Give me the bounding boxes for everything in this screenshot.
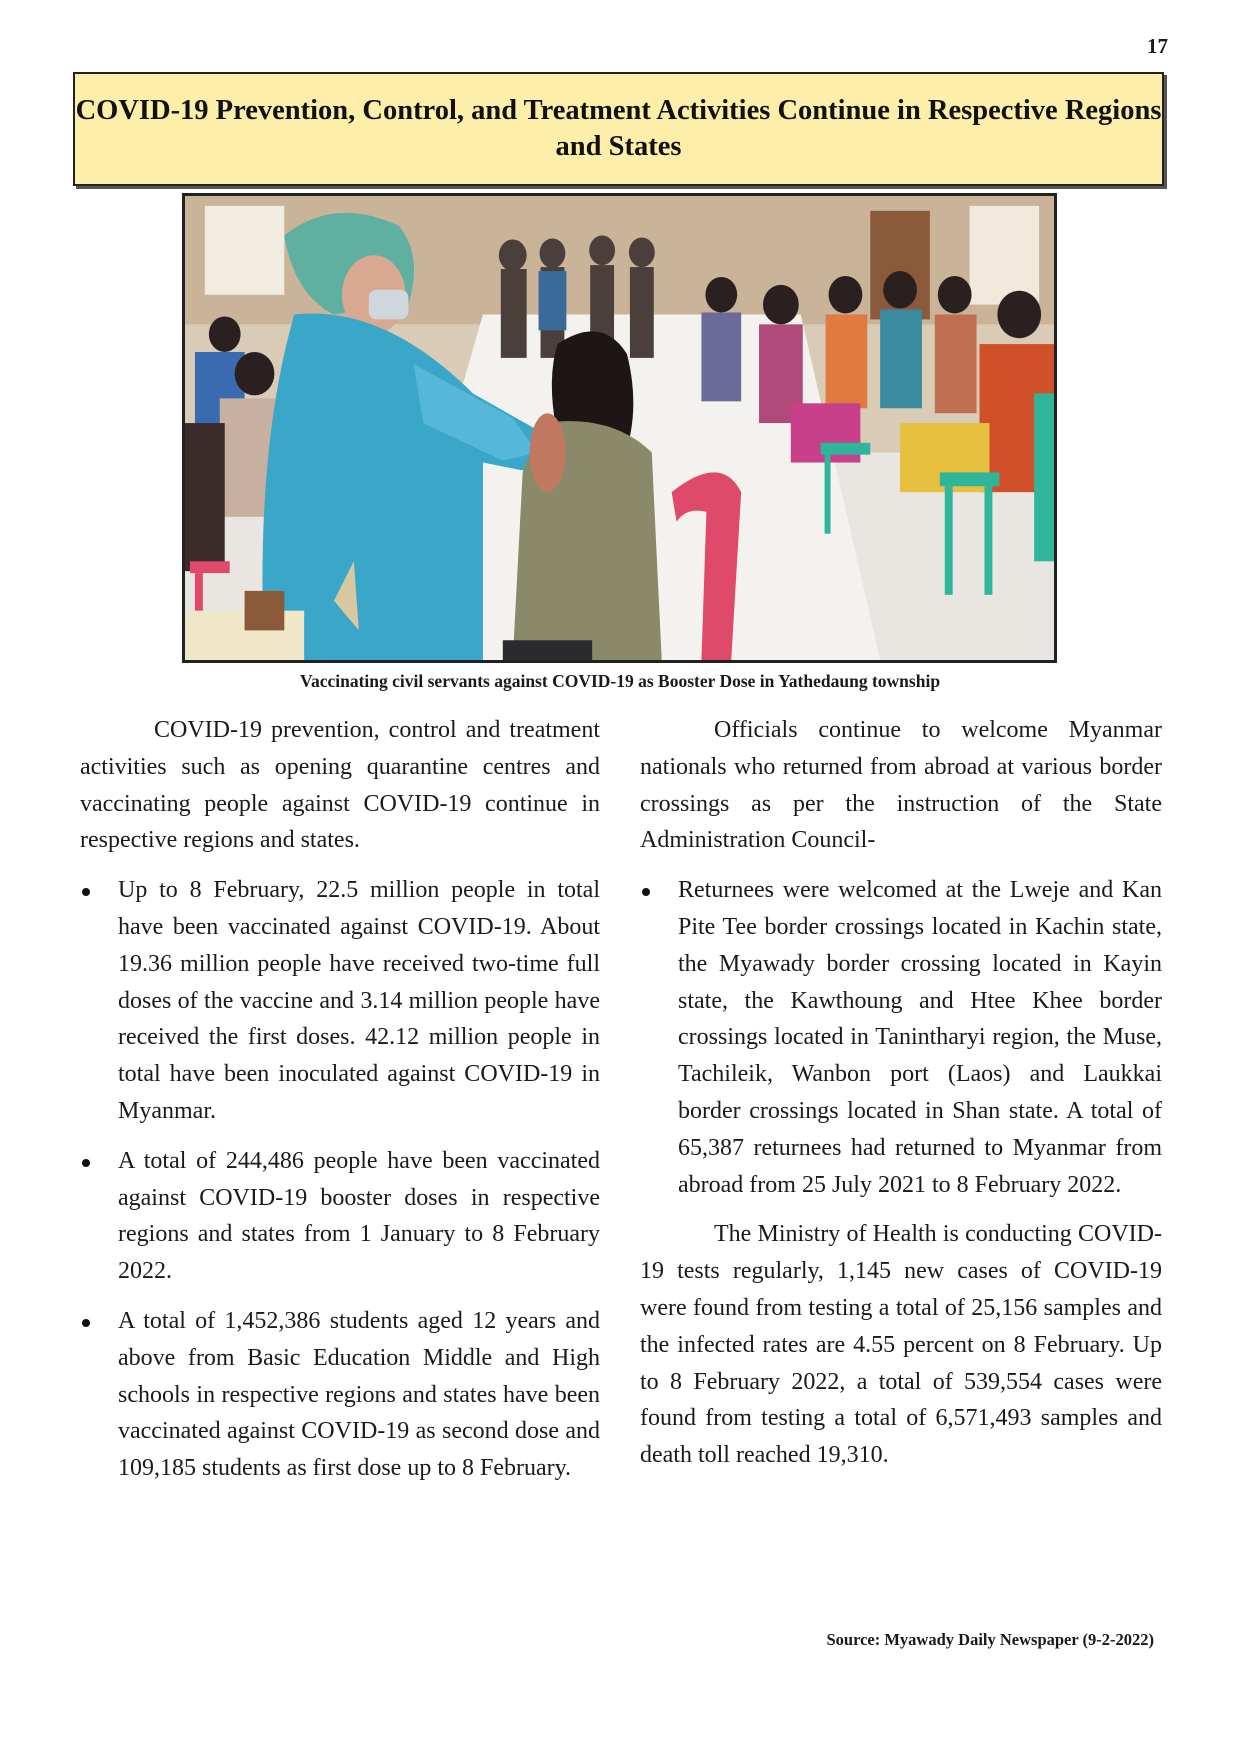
article-title: COVID-19 Prevention, Control, and Treatment Activities Continue in Respective Regions and States — [75, 95, 1162, 162]
list-item-text: A total of 1,452,386 students aged 12 years and above from Basic Education Middle and High schools in respective regions and states have been vaccinated against COVID-19 as second dose and 109,185 students as first dose up to 8 February. — [118, 1307, 600, 1482]
photo-caption: Vaccinating civil servants against COVID-19 as Booster Dose in Yathedaung township — [299, 671, 941, 691]
right-bullet-list — [640, 872, 1162, 1203]
list-item — [640, 872, 1162, 1203]
list-item-text: Returnees were welcomed at the Lweje and Kan Pite Tee border crossings located in Kachin state, the Myawady border crossing located in Kayin state, the Kawthoung and Htee Khee border crossings located in Tanintharyi region, the Muse, Tachileik, Wanbon port (Laos) and Laukkai border crossings located in Shan state. A total of 65,387 returnees had returned to Myanmar from abroad from 25 July 2021 to 8 February 2022. — [678, 877, 1162, 1198]
list-item — [80, 1143, 600, 1290]
bullet-icon — [642, 888, 650, 896]
right-intro-paragraph: Officials continue to welcome Myanmar nationals who returned from abroad at various border crossings as per the instruction of the State Administration Council- — [640, 717, 1162, 854]
bullet-icon — [82, 888, 90, 896]
list-item-text: Up to 8 February, 22.5 million people in total have been vaccinated against COVID-19. About 19.36 million people have received two-time full doses of the vaccine and 3.14 million people have received the first doses. 42.12 million people in total have been inoculated against COVID-19 in Myanmar. — [118, 877, 600, 1124]
list-item — [80, 1303, 600, 1487]
left-intro-paragraph: COVID-19 prevention, control and treatment activities such as opening quarantine centres and vaccinating people against COVID-19 continue in respective regions and states. — [80, 717, 600, 854]
vaccination-photo-illustration — [185, 196, 1054, 660]
list-item — [80, 872, 600, 1130]
vaccination-photo — [182, 193, 1057, 663]
source-credit: Source: Myawady Daily Newspaper (9-2-2022) — [826, 1630, 1154, 1649]
page-number: 17 — [1147, 34, 1168, 58]
bullet-icon — [82, 1159, 90, 1167]
left-bullet-list — [80, 872, 600, 1487]
bullet-icon — [82, 1319, 90, 1327]
list-item-text: A total of 244,486 people have been vaccinated against COVID-19 booster doses in respective regions and states from 1 January to 8 February 2022. — [118, 1147, 600, 1285]
title-box — [73, 72, 1164, 186]
right-column — [640, 712, 1162, 1474]
left-column — [80, 712, 600, 1487]
right-closing-paragraph: The Ministry of Health is conducting COVID-19 tests regularly, 1,145 new cases of COVID-19 were found from testing a total of 25,156 samples and the infected rates are 4.55 percent on 8 February. Up to 8 February 2022, a total of 539,554 cases were found from testing a total of 6,571,493 samples and death toll reached 19,310. — [640, 1221, 1162, 1469]
